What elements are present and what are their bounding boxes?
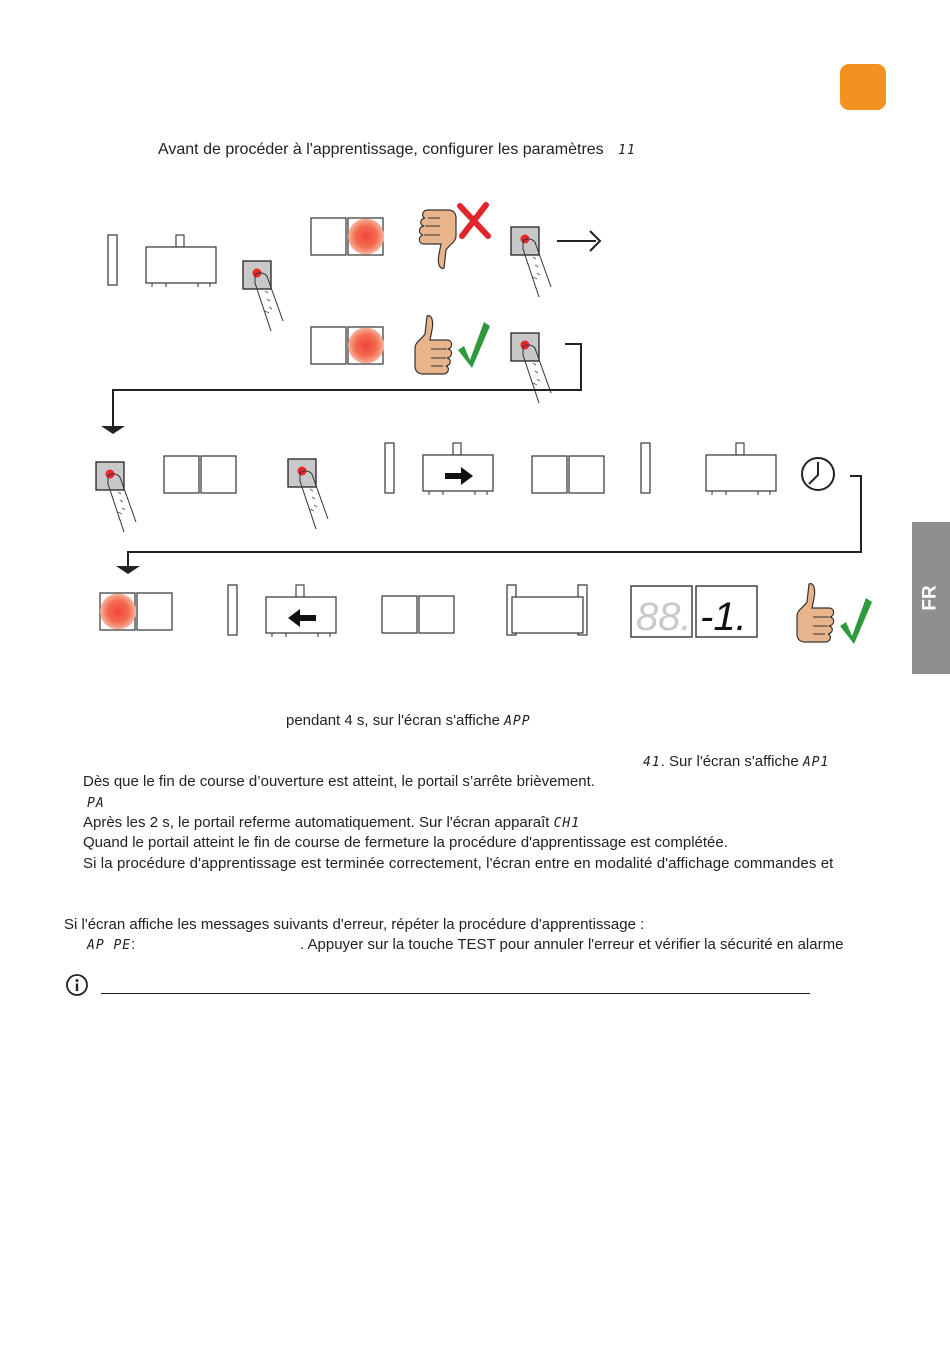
error-intro: Si l'écran affiche les messages suivants d'erreur, répéter la procédure d'apprentissage :	[64, 916, 645, 933]
error-code: AP PE	[87, 938, 132, 953]
error-description: . Appuyer sur la touche TEST pour annuler l'erreur et vérifier la sécurité en alarme	[300, 936, 844, 953]
press-button-success	[511, 333, 551, 403]
step-2-text: . Sur l'écran s'affiche	[660, 753, 799, 770]
display-right-digits: -1.	[700, 595, 747, 639]
step-line-7: Si la procédure d'apprentissage est terminée correctement, l'écran entre en modalité d'affichage commandes et	[83, 855, 834, 872]
intro-param-code: 11	[618, 143, 636, 158]
thumbs-up-final-icon	[797, 584, 834, 642]
step-4-code: PA	[87, 796, 105, 811]
press-button-fail	[511, 227, 551, 297]
step-2-code-a: 41	[643, 755, 661, 770]
step-line-4	[87, 793, 105, 814]
step-1-code: APP	[504, 714, 531, 729]
cross-icon	[460, 205, 488, 236]
step-5-code: CH1	[553, 816, 581, 831]
display-left-digits: 88.	[636, 595, 692, 639]
thumbs-down-icon	[419, 210, 456, 268]
error-line	[87, 935, 135, 956]
thumbs-up-icon	[415, 316, 452, 374]
intro-sentence: Avant de procéder à l'apprentissage, configurer les paramètres	[158, 141, 604, 158]
note-divider	[101, 993, 810, 994]
press-button-1	[243, 261, 283, 331]
check-final-icon	[840, 598, 872, 644]
step-line-6: Quand le portail atteint le fin de course de fermeture la procédure d'apprentissage est complétée.	[83, 834, 728, 851]
step-5-text: Après les 2 s, le portail referme automatiquement. Sur l'écran apparaît	[83, 814, 550, 831]
step-1-text: pendant 4 s, sur l'écran s'affiche	[286, 712, 500, 729]
check-icon	[458, 322, 490, 368]
press-button-2	[96, 462, 136, 532]
step-2-code-b: AP1	[802, 755, 830, 770]
step-line-2	[643, 752, 829, 773]
clock-icon	[802, 458, 834, 490]
info-icon	[66, 974, 90, 998]
step-line-3: Dès que le fin de course d’ouverture est atteint, le portail s’arrête brièvement.	[83, 773, 595, 790]
language-tab-label: FR	[919, 585, 941, 611]
step-line-1	[286, 711, 531, 732]
press-button-3	[288, 459, 328, 529]
step-line-5	[83, 813, 580, 834]
error-colon: :	[131, 936, 136, 953]
